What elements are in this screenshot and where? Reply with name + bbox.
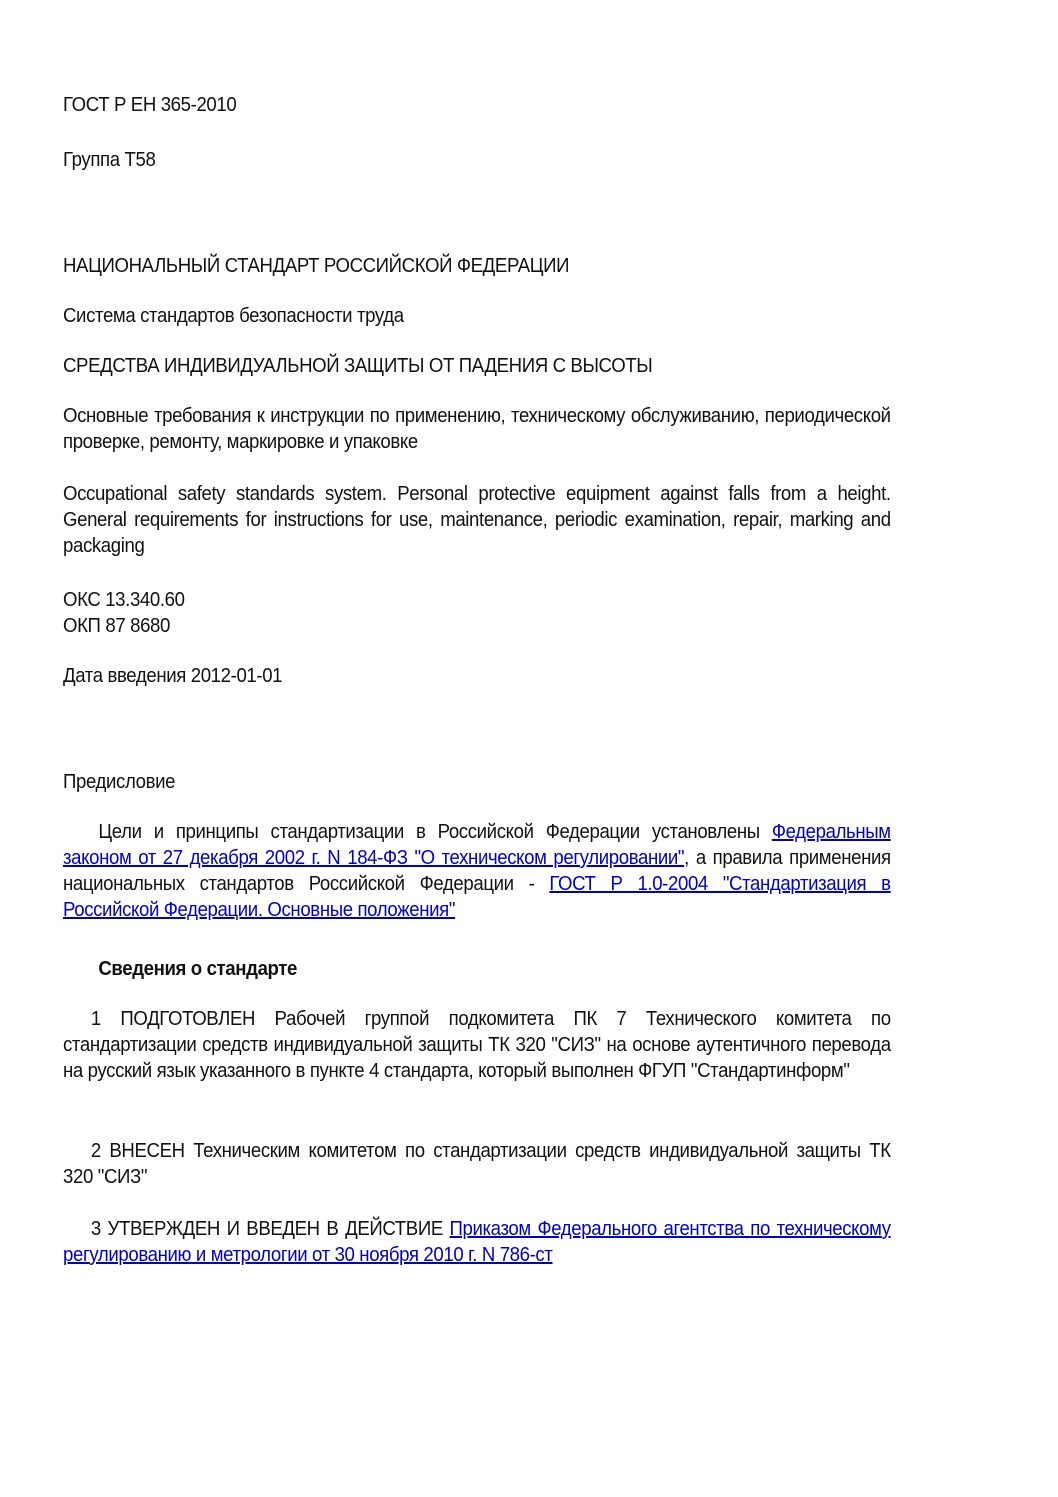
info-item-3-text: 3 УТВЕРЖДЕН И ВВЕДЕН В ДЕЙСТВИЕ [90,1218,450,1240]
info-item-3 [63,1216,891,1268]
standard-code: ГОСТ Р ЕН 365-2010 [63,94,237,116]
info-item-1: 1 ПОДГОТОВЛЕН Рабочей группой подкомитета ПК 7 Технического комитета по стандартизации средств индивидуальной защиты ТК 320 "СИЗ" на основе аутентичного перевода на русский язык указанного в пункте 4 стандарта, который выполнен ФГУП "Стандартинформ" [63,1008,891,1082]
national-standard-heading: НАЦИОНАЛЬНЫЙ СТАНДАРТ РОССИЙСКОЙ ФЕДЕРАЦИИ [63,255,570,277]
introduction-date: Дата введения 2012-01-01 [63,665,283,687]
federal-law-link[interactable]: Федеральным законом от 27 декабря 2002 г. N 184-ФЗ "О техническом регулировании" [63,821,891,869]
system-label: Система стандартов безопасности труда [63,305,404,327]
foreword-text-mid: , а правила применения национальных стандартов Российской Федерации - [63,847,891,895]
standard-info-heading: Сведения о стандарте [98,958,297,980]
gost-r-1-0-2004-link[interactable]: ГОСТ Р 1.0-2004 "Стандартизация в Российской Федерации. Основные положения" [63,873,891,921]
order-link[interactable]: Приказом Федерального агентства по техническому регулированию и метрологии от 30 ноября 2010 г. N 786-ст [63,1218,891,1266]
title-ru: СРЕДСТВА ИНДИВИДУАЛЬНОЙ ЗАЩИТЫ ОТ ПАДЕНИЯ С ВЫСОТЫ [63,355,653,377]
subtitle-ru: Основные требования к инструкции по применению, техническому обслуживанию, периодической проверке, ремонту, маркировке и упаковке [63,405,891,453]
foreword-heading: Предисловие [63,771,176,793]
foreword-paragraph [63,819,891,923]
okp-code: ОКП 87 8680 [63,615,170,637]
foreword-text-start: Цели и принципы стандартизации в Российской Федерации установлены [98,821,772,843]
oks-code: ОКС 13.340.60 [63,589,185,611]
group-label: Группа Т58 [63,149,156,171]
info-item-2: 2 ВНЕСЕН Техническим комитетом по стандартизации средств индивидуальной защиты ТК 320 "СИЗ" [63,1140,891,1188]
title-en: Occupational safety standards system. Personal protective equipment against falls from a height. General requirements for instructions for use, maintenance, periodic examination, repair, marking and packaging [63,483,891,557]
